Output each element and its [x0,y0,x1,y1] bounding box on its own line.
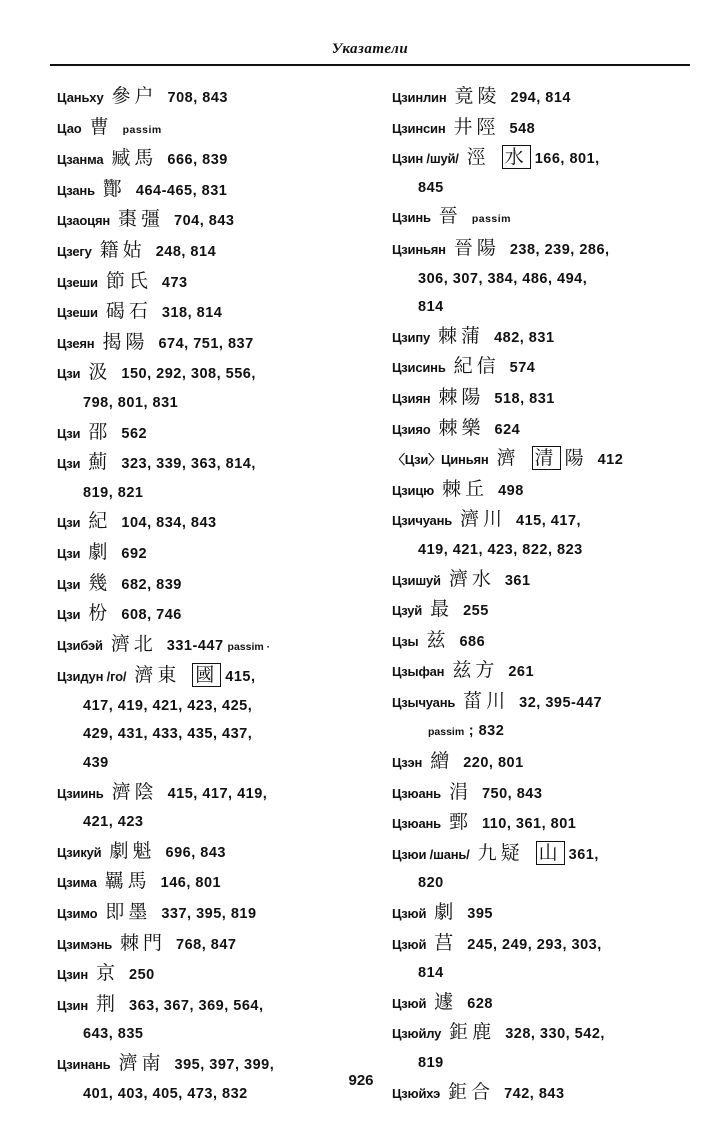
entry-pages: 686 [459,633,486,650]
entry-pages: 608, 746 [121,607,182,624]
entry-term: Цзи [57,425,81,441]
entry-pages: 682, 839 [121,576,182,593]
entry-term: Цзеян [57,335,95,351]
entry-pages: 574 [509,360,536,377]
index-entry [57,837,362,868]
entry-pages: passim [471,213,511,226]
entry-pages: 415, 417, 419, [167,785,268,802]
entry-pages-cont: 819, 821 [83,484,144,501]
entry-hanzi: 棗彊 [118,208,165,231]
entry-term: Цаньху [57,90,104,105]
entry-pages: 337, 395, 819 [161,906,257,923]
index-entry [392,595,697,626]
index-entry [392,898,697,929]
entry-term: Цзеши [57,274,98,290]
entry-term: Цзипу [392,329,431,345]
entry-term: Цзин /шуй/ [392,151,459,167]
index-entry [392,322,697,353]
entry-term: Цзикуй [57,844,102,860]
entry-term: Цзинлин [392,90,447,105]
entry-term: Цзы [392,633,419,649]
entry-term: Цзиньян [392,241,446,257]
header-title: Указатели [331,41,409,57]
entry-pages: 238, 239, 286, [509,241,610,258]
index-entry [57,358,362,389]
entry-hanzi: 棘門 [120,931,167,954]
entry-pages: 704, 843 [174,213,235,230]
index-entry [57,82,362,113]
entry-pages: 548 [509,120,536,137]
entry-hanzi: 井陘 [453,115,500,138]
entry-term: Цзи [57,366,81,382]
entry-term: Цзи [57,576,81,592]
index-entry-continuation [392,265,697,294]
entry-hanzi: 幾 [88,571,112,594]
entry-pages: 415, 417, [516,513,582,530]
entry-term: Цзинань [57,1057,111,1072]
entry-term: Цзеши [57,305,98,321]
entry-term: Цзидун /го/ [57,669,127,685]
entry-pages: passim [122,123,162,136]
index-entry [392,113,697,144]
index-entry [392,444,697,475]
entry-hanzi: 涓 [448,780,472,803]
entry-term: Цзюань [392,785,441,801]
entry-term: Цзинсин [392,120,446,136]
entry-term: Цзаоцян [57,213,110,229]
entry-hanzi: 九疑 [477,841,524,864]
index-entry [57,267,362,298]
entry-hanzi: 枌 [88,602,112,625]
entry-hanzi: 遽 [434,990,458,1013]
entry-hanzi: 鉅合 [448,1080,495,1103]
entry-hanzi: 晉陽 [453,236,500,259]
index-entry [392,475,697,506]
index-entry [57,175,362,206]
entry-pages: 110, 361, 801 [481,816,577,833]
index-entry [57,418,362,449]
entry-term: Цзицю [392,482,435,498]
entry-pages: 248, 814 [155,243,217,260]
header-rule [50,64,690,66]
index-entry [392,352,697,383]
entry-pages: 245, 249, 293, 303, [467,936,602,953]
entry-term: Цзин [57,997,89,1013]
page-number: 926 [348,1072,374,1089]
entry-pages: 361 [504,572,531,589]
entry-term: Цзегу [57,243,92,259]
entry-pages: 331-447 [166,637,224,654]
entry-hanzi: 劇 [434,901,458,924]
entry-hanzi: 棘丘 [442,477,489,500]
entry-term: Цзюй [392,906,427,922]
entry-term: Цзюань [392,816,441,832]
index-entry [392,626,697,657]
entry-hanzi: 荆 [96,992,120,1015]
entry-hanzi: 揭陽 [102,330,149,353]
entry-pages: 412 [597,452,624,469]
entry-hanzi: 薊 [88,451,112,474]
entry-hanzi: 曹 [89,115,113,138]
index-entry-continuation [392,717,697,747]
index-entry-continuation [392,174,697,203]
index-entry [392,202,697,234]
running-header [50,38,690,66]
entry-pages: 220, 801 [463,755,524,772]
index-entry-continuation [392,869,697,898]
entry-term: Цзань [57,182,95,198]
entry-hanzi: 竟陵 [454,85,501,107]
index-entry [392,383,697,414]
entry-pages-cont: 429, 431, 433, 435, 437, [83,726,253,743]
entry-term: Цзияо [392,421,431,437]
entry-term: Цзишуй [392,572,441,588]
entry-pages: 255 [463,603,489,620]
entry-note: passim · [227,640,271,653]
entry-term: Цзэн [392,755,423,771]
index-entry [392,82,697,113]
entry-pages-cont: 819 [418,1055,444,1071]
index-entry [392,1018,697,1049]
entry-pages: 250 [129,967,155,984]
index-entry [57,569,362,600]
entry-hanzi: 涇 [466,146,490,169]
index-entry [392,747,697,778]
index-entry [57,144,362,175]
entry-pages: 363, 367, 369, 564, [129,997,264,1014]
entry-hanzi: 兹方 [452,659,499,682]
entry-term: Цзюй [392,936,427,952]
index-entry-continuation [57,749,362,778]
index-entry [392,143,697,174]
entry-pages-cont: 306, 307, 384, 486, 494, [418,270,588,287]
entry-term: Цзима [57,875,97,891]
entry-hanzi: 繒 [430,750,454,773]
entry-hanzi: 即墨 [105,901,152,924]
entry-pages-cont: 814 [418,299,444,316]
entry-pages: 674, 751, 837 [158,335,254,352]
index-entry [57,661,362,692]
entry-pages: 666, 839 [167,152,228,169]
entry-hanzi: 籍姑 [99,238,146,261]
index-entry [57,959,362,990]
entry-term: Цзюи /шань/ [392,846,470,862]
index-entry [57,929,362,960]
index-entry [57,538,362,569]
entry-hanzi: 邵 [88,420,112,443]
entry-hanzi: 碣石 [105,300,152,323]
entry-pages: 328, 330, 542, [505,1026,605,1043]
entry-hanzi-extra: 陽 [564,447,588,470]
index-entry-continuation [392,293,697,322]
entry-term: Цзюйлу [392,1026,442,1042]
index-entry [392,988,697,1019]
entry-hanzi: 羈馬 [104,870,151,893]
entry-hanzi: 濟水 [448,567,495,590]
entry-term: Цзичуань [392,513,453,529]
entry-hanzi: 濟陰 [111,780,158,803]
entry-term: Цзи [57,545,81,561]
entry-pages: 294, 814 [510,90,571,106]
entry-hanzi: 鉅鹿 [449,1021,496,1044]
entry-pages-cont: 419, 421, 423, 822, 823 [418,541,583,558]
index-entry-continuation [392,959,697,988]
entry-hanzi-boxed: 清 [532,446,561,470]
index-entry [392,929,697,960]
entry-hanzi: 劇 [88,540,112,563]
entry-hanzi: 菑川 [463,689,510,712]
entry-pages: 482, 831 [494,329,555,346]
entry-hanzi: 兹 [426,628,450,651]
entry-pages: 464-465, 831 [135,182,228,199]
index-entry [57,778,362,809]
entry-pages: 323, 339, 363, 814, [121,456,256,473]
entry-term: Цзин [57,967,89,983]
entry-hanzi: 濟北 [110,632,157,655]
index-entry-continuation [57,389,362,418]
entry-term: Цзисинь [392,360,446,376]
entry-hanzi: 酇 [102,177,126,200]
index-entry [57,328,362,359]
entry-term: 〈Цзи〉Циньян [392,452,489,468]
entry-term: Цзибэй [57,637,103,653]
index-entry [57,113,362,145]
entry-pages: 750, 843 [481,785,543,802]
entry-hanzi: 濟 [496,447,520,470]
index-entry-continuation [57,720,362,749]
entry-pages-cont: 845 [418,179,444,196]
entry-term: Цзиян [392,390,431,406]
entry-pages-cont: 643, 835 [83,1026,144,1043]
entry-pages: 696, 843 [165,844,226,861]
entry-hanzi: 鄄 [448,811,472,834]
entry-hanzi: 汲 [88,361,112,384]
index-entry [392,656,697,687]
index-column-left [57,82,362,1108]
entry-pages-cont: 417, 419, 421, 423, 425, [83,697,253,714]
entry-pages-passim: passim [428,726,465,739]
entry-pages: 32, 395-447 [519,694,603,711]
entry-pages: 768, 847 [176,936,237,953]
entry-hanzi: 最 [430,598,454,621]
entry-pages: 318, 814 [161,305,223,322]
entry-term: Цзанма [57,152,104,168]
entry-term: Цзычуань [392,694,456,710]
entry-pages: 692 [121,545,148,562]
entry-pages: 395, 397, 399, [174,1057,275,1073]
entry-pages-cont: 798, 801, 831 [83,394,179,411]
entry-hanzi: 臧馬 [111,147,158,170]
entry-pages: 150, 292, 308, 556, [121,366,256,383]
entry-hanzi: 紀信 [453,355,500,378]
index-entry [57,205,362,236]
index-entry [392,687,697,718]
index-entry [392,778,697,809]
entry-pages-cont: 401, 403, 405, 473, 832 [83,1085,248,1102]
entry-hanzi: 棘蒲 [438,324,485,347]
entry-hanzi: 濟東 [134,664,181,687]
index-entry [392,234,697,265]
index-entry [392,808,697,839]
index-entry [57,630,362,662]
entry-hanzi: 紀 [88,510,112,533]
entry-hanzi: 濟南 [118,1052,165,1074]
index-entry [57,236,362,267]
entry-pages: 473 [161,274,188,291]
entry-pages: 361, [568,846,599,863]
index-entry [57,898,362,929]
index-entry-continuation [57,1020,362,1049]
index-entry [57,990,362,1021]
entry-pages-cont: ; 832 [464,723,505,740]
entry-pages: 628 [467,995,493,1012]
index-entry [392,839,697,870]
entry-term: Цзюйхэ [392,1085,441,1101]
index-entry-continuation [57,479,362,508]
entry-pages: 166, 801, [534,151,600,168]
entry-hanzi: 京 [96,962,120,985]
entry-term: Цзиинь [57,785,104,801]
entry-term: Цзуй [392,603,423,619]
entry-term: Цзюй [392,995,427,1011]
entry-pages: 104, 834, 843 [121,515,217,532]
entry-pages-cont: 439 [83,755,109,772]
index-entry [392,414,697,445]
entry-hanzi: 參户 [111,85,158,107]
entry-pages: 146, 801 [160,875,222,892]
entry-pages: 395 [467,906,493,923]
entry-pages: 708, 843 [167,90,228,106]
entry-hanzi: 節氏 [105,269,152,292]
entry-hanzi: 棘陽 [438,385,485,408]
entry-term: Цзи [57,456,81,472]
index-entry [392,505,697,536]
entry-term: Цзи [57,607,81,623]
entry-pages: 742, 843 [504,1085,565,1102]
index-entry-continuation [392,536,697,565]
entry-term: Цзимэнь [57,936,113,952]
index-entry-continuation [57,808,362,837]
index-entry [57,599,362,630]
entry-pages-cont: 814 [418,965,444,982]
entry-hanzi: 棘樂 [438,416,485,439]
entry-hanzi-boxed: 水 [502,145,531,169]
entry-hanzi: 莒 [434,931,458,954]
entry-pages: 498 [498,482,524,499]
index-entry [57,507,362,538]
entry-term: Цзимо [57,906,98,922]
entry-pages: 518, 831 [494,390,555,407]
entry-term: Цао [57,120,82,136]
entry-term: Цзинь [392,210,431,226]
entry-pages: 415, [225,669,256,686]
index-entry-continuation [57,692,362,721]
index-entry [57,867,362,898]
entry-pages: 624 [494,421,521,438]
entry-hanzi: 濟川 [460,508,507,531]
index-entry [392,565,697,596]
entry-pages-cont: 421, 423 [83,814,144,831]
entry-pages-cont: 820 [418,875,444,892]
entry-term: Цзыфан [392,664,445,680]
index-entry [57,448,362,479]
entry-hanzi-boxed: 國 [192,663,221,687]
entry-pages: 562 [121,425,148,442]
entry-term: Цзи [57,515,81,531]
index-column-right [392,82,697,1108]
entry-hanzi-boxed: 山 [536,841,565,865]
entry-pages: 261 [508,664,535,681]
index-entry [57,297,362,328]
entry-hanzi: 劇魁 [109,839,156,862]
entry-hanzi: 晉 [438,205,462,228]
